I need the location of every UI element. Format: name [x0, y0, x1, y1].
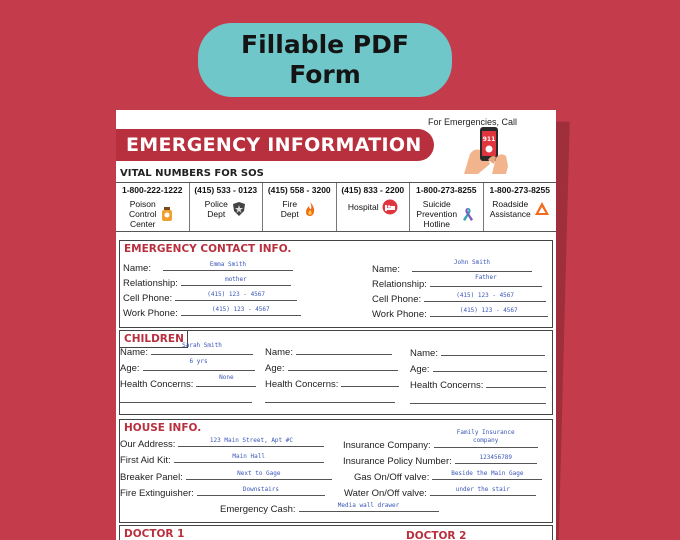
child1-health-row: Health Concerns: None [120, 378, 256, 390]
house-info-heading: HOUSE INFO. [124, 422, 202, 434]
banner-title-line1: Fillable PDF [241, 30, 409, 59]
contact2-relationship-field[interactable]: Father [430, 278, 542, 287]
form-sheet [116, 110, 556, 540]
emergency-cash-field[interactable]: Media wall drawer [299, 503, 439, 512]
child2-age-row: Age: [265, 362, 398, 374]
contact2-cell-row: Cell Phone: (415) 123 - 4567 [372, 293, 546, 305]
emergency-contact-heading: EMERGENCY CONTACT INFO. [124, 243, 292, 255]
form-title-text: EMERGENCY INFORMATION [126, 134, 422, 156]
policy-number-field[interactable]: 123456789 [455, 455, 537, 464]
contact1-name-row: Name: Emma Smith [123, 262, 293, 274]
breaker-field[interactable]: Next to Gage [186, 471, 332, 480]
child1-health-extra-row [120, 394, 252, 403]
emergency-cash-row: Emergency Cash: Media wall drawer [220, 503, 439, 515]
emergency-call-note: For Emergencies, Call [428, 117, 518, 127]
address-field[interactable]: 123 Main Street, Apt #C [178, 438, 324, 447]
contact1-name-field[interactable]: Emma Smith [163, 262, 293, 271]
contact2-cell-field[interactable]: (415) 123 - 4567 [424, 293, 546, 302]
form-title [116, 129, 434, 161]
vital-number-value: 1-800-273-8255 [489, 185, 550, 195]
child3-health-row: Health Concerns: [410, 379, 546, 391]
contact1-cell-field[interactable]: (415) 123 - 4567 [175, 292, 297, 301]
child2-health-field[interactable] [341, 378, 399, 387]
child2-name-field[interactable] [296, 346, 392, 355]
doctor1-heading: DOCTOR 1 [124, 528, 185, 540]
phone-911-text: 911 [482, 136, 496, 143]
child3-health-field[interactable] [486, 379, 546, 388]
gas-valve-field[interactable]: Beside the Main Gage [432, 471, 542, 480]
policy-number-row: Insurance Policy Number: 123456789 [343, 455, 537, 467]
police-badge-icon [231, 201, 247, 217]
fire-icon [302, 201, 318, 217]
phone-911-icon [456, 124, 512, 174]
poison-bottle-icon [159, 206, 175, 222]
banner-title-line2: Form [289, 60, 361, 89]
hospital-bed-icon [382, 199, 398, 215]
vital-numbers-heading: VITAL NUMBERS FOR SOS [120, 168, 264, 179]
child2-name-row: Name: [265, 346, 392, 358]
child1-health-extra-field[interactable] [120, 394, 252, 403]
contact2-name-row: Name: John Smith [372, 263, 532, 275]
vital-number-hospital: (415) 833 - 2200 Hospital [337, 183, 411, 231]
contact2-name-field[interactable]: John Smith [412, 263, 532, 272]
vital-number-police: (415) 533 - 0123 Police Dept [190, 183, 264, 231]
child2-health-extra-row [265, 394, 395, 403]
warning-triangle-icon [534, 201, 550, 217]
vital-number-suicide-hotline: 1-800-273-8255 Suicide Prevention Hotline [410, 183, 484, 231]
child3-name-field[interactable] [441, 347, 545, 356]
vital-number-fire: (415) 558 - 3200 Fire Dept [263, 183, 337, 231]
child3-age-row: Age: [410, 363, 547, 375]
child3-name-row: Name: [410, 347, 545, 359]
extinguisher-row: Fire Extinguisher: Downstairs [120, 487, 325, 499]
child1-name-row: Name: Sarah Smith [120, 346, 253, 358]
insurance-company-field[interactable]: Family Insurance company [434, 439, 538, 448]
contact1-cell-row: Cell Phone: (415) 123 - 4567 [123, 292, 297, 304]
promo-banner [198, 23, 452, 97]
vital-number-value: (415) 533 - 0123 [194, 185, 258, 195]
child1-age-field[interactable]: 6 yrs [143, 362, 255, 371]
water-valve-row: Water On/Off valve: under the stair [344, 487, 536, 499]
contact1-work-field[interactable]: (415) 123 - 4567 [181, 307, 301, 316]
contact1-relationship-field[interactable]: mother [181, 277, 291, 286]
contact1-work-row: Work Phone: (415) 123 - 4567 [123, 307, 301, 319]
child1-health-field[interactable]: None [196, 378, 256, 387]
contact2-relationship-row: Relationship: Father [372, 278, 542, 290]
child2-health-extra-field[interactable] [265, 394, 395, 403]
child1-age-row: Age: 6 yrs [120, 362, 255, 374]
child2-age-field[interactable] [288, 362, 398, 371]
first-aid-field[interactable]: Main Hall [174, 454, 324, 463]
vital-number-value: (415) 833 - 2200 [341, 185, 405, 195]
child1-name-field[interactable]: Sarah Smith [151, 346, 253, 355]
extinguisher-field[interactable]: Downstairs [197, 487, 325, 496]
child3-health-extra-field[interactable] [410, 395, 546, 404]
contact2-work-row: Work Phone: (415) 123 - 4567 [372, 308, 548, 320]
vital-number-value: (415) 558 - 3200 [267, 185, 331, 195]
vital-number-roadside: 1-800-273-8255 Roadside Assistance [489, 185, 550, 219]
first-aid-row: First Aid Kit: Main Hall [120, 454, 324, 466]
child2-health-row: Health Concerns: [265, 378, 399, 390]
doctor2-heading: DOCTOR 2 [406, 530, 467, 540]
children-heading: CHILDREN [120, 331, 188, 348]
vital-number-poison: 1-800-222-1222 Poison Control Center [116, 183, 190, 231]
contact2-work-field[interactable]: (415) 123 - 4567 [430, 308, 548, 317]
gas-valve-row: Gas On/Off valve: Beside the Main Gage [354, 471, 542, 483]
water-valve-field[interactable]: under the stair [430, 487, 536, 496]
child3-health-extra-row [410, 395, 546, 404]
address-row: Our Address: 123 Main Street, Apt #C [120, 438, 324, 450]
contact1-relationship-row: Relationship: mother [123, 277, 291, 289]
breaker-row: Breaker Panel: Next to Gage [120, 471, 332, 483]
vital-number-value: 1-800-222-1222 [122, 185, 183, 195]
vital-numbers-strip [116, 182, 556, 232]
doctors-section [119, 525, 553, 540]
vital-number-value: 1-800-273-8255 [416, 185, 477, 195]
child3-age-field[interactable] [433, 363, 547, 372]
insurance-company-row: Insurance Company: Family Insurance company [343, 439, 538, 451]
awareness-ribbon-icon [460, 206, 476, 222]
